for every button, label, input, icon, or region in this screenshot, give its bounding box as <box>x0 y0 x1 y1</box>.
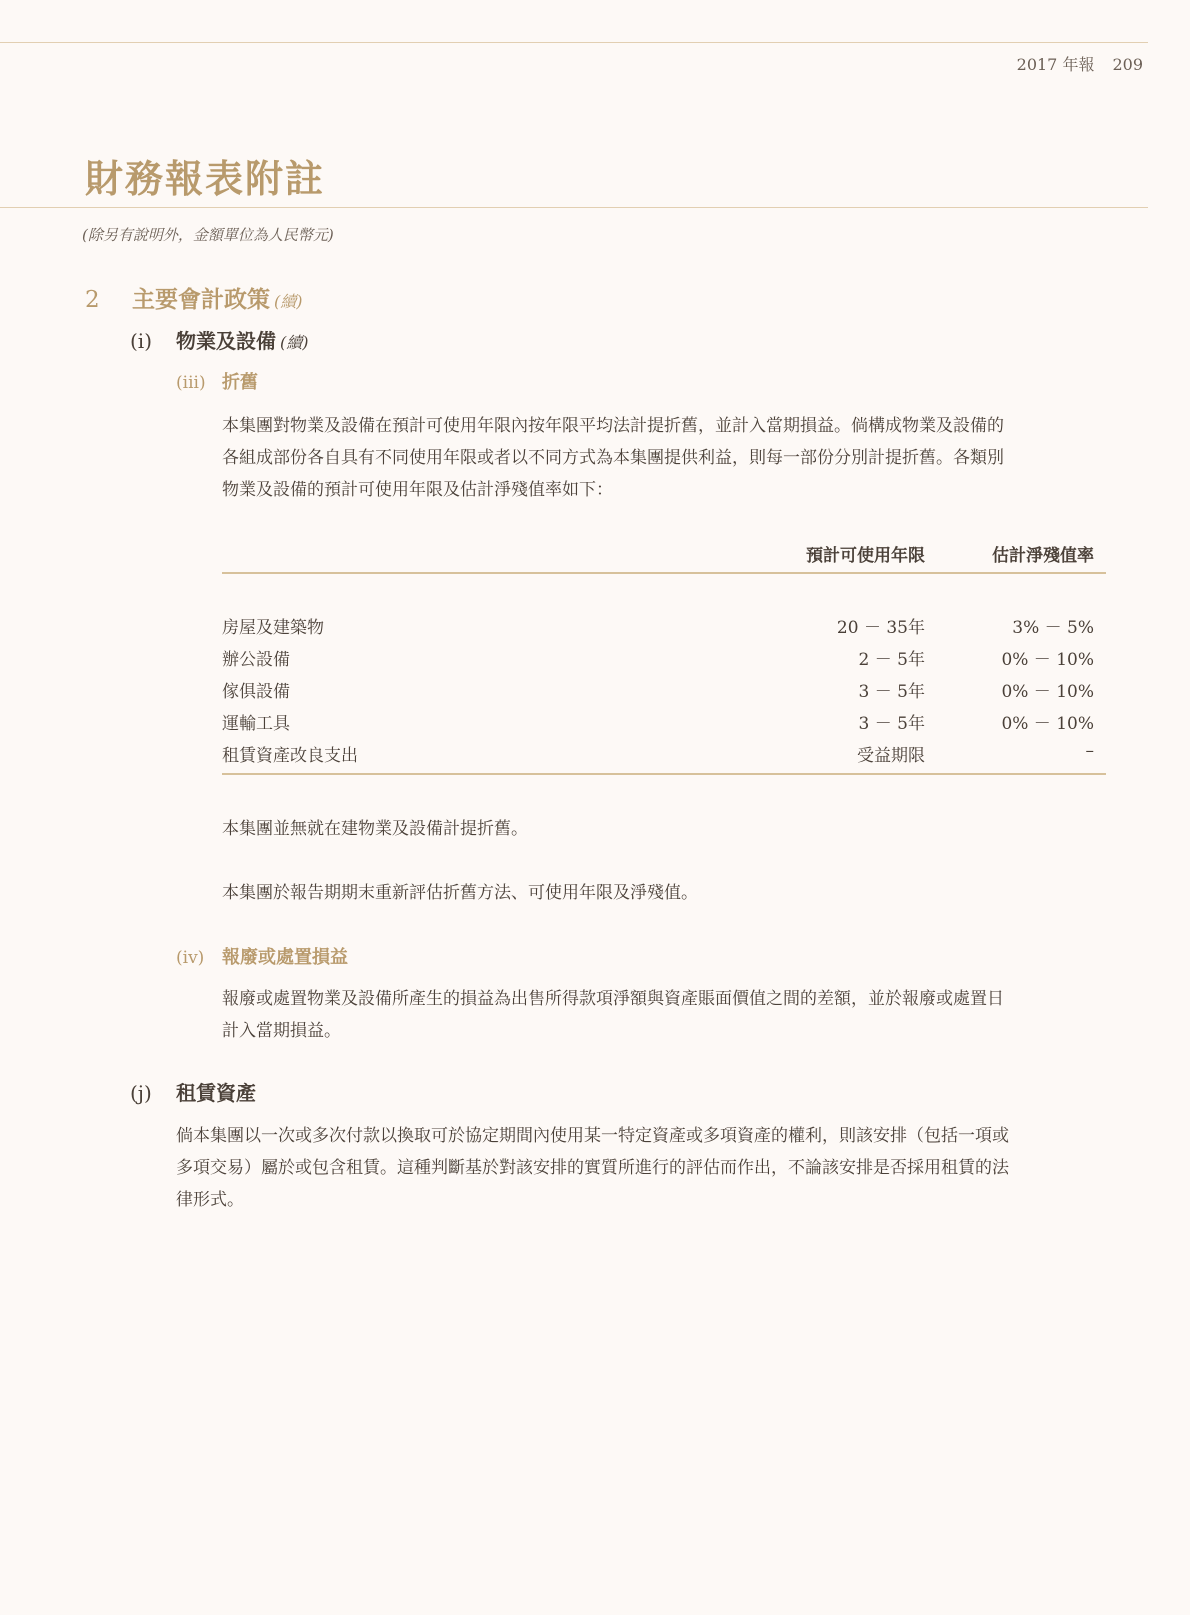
paragraph-line: 各組成部份各自具有不同使用年限或者以不同方式為本集團提供利益，則每一部份分別計提折舊。各類別 <box>222 448 1004 468</box>
item-iv-title: 報廢或處置損益 <box>222 947 348 968</box>
paragraph-line: 報廢或處置物業及設備所產生的損益為出售所得款項淨額與資產賬面價值之間的差額，並於報廢或處置日 <box>222 989 1004 1009</box>
table-row <box>222 709 1106 741</box>
item-iv-number: (iv) <box>176 948 205 968</box>
reassessment-note: 本集團於報告期期末重新評估折舊方法、可使用年限及淨殘值。 <box>222 883 698 903</box>
useful-life: 3 － 5年 <box>858 682 925 702</box>
paragraph-line: 多項交易）屬於或包含租賃。這種判斷基於對該安排的實質所進行的評估而作出，不論該安排是否採用租賃的法 <box>176 1158 1009 1178</box>
asset-category: 租賃資產改良支出 <box>222 746 358 766</box>
construction-note: 本集團並無就在建物業及設備計提折舊。 <box>222 819 528 839</box>
page-header <box>1017 52 1143 75</box>
residual-rate: 0% － 10% <box>1001 682 1094 702</box>
paragraph-line: 律形式。 <box>176 1190 244 1210</box>
table-header-rule <box>222 572 1106 574</box>
residual-rate: 3% － 5% <box>1012 618 1094 638</box>
item-iii-heading <box>176 368 258 394</box>
page-number: 209 <box>1112 55 1143 74</box>
subsection-j-heading <box>130 1077 256 1106</box>
item-iii-number: (iii) <box>176 373 206 393</box>
useful-life: 受益期限 <box>857 746 925 766</box>
subsection-i-title: 物業及設備 <box>176 329 276 353</box>
section-title: 主要會計政策 <box>132 286 270 313</box>
section-contd: (續) <box>274 292 303 311</box>
subsection-i-contd: (續) <box>280 333 309 352</box>
subsection-i-number: (i) <box>130 329 153 353</box>
useful-life: 20 － 35年 <box>836 618 925 638</box>
subsection-j-number: (j) <box>130 1081 152 1105</box>
paragraph-line: 倘本集團以一次或多次付款以換取可於協定期間內使用某一特定資產或多項資產的權利，則該安排（包括一項或 <box>176 1126 1009 1146</box>
paragraph-line: 本集團對物業及設備在預計可使用年限內按年限平均法計提折舊，並計入當期損益。倘構成物業及設備的 <box>222 416 1004 436</box>
item-iv-heading <box>176 943 348 969</box>
page-title: 財務報表附註 <box>85 156 326 201</box>
section-heading <box>85 281 303 314</box>
asset-category: 房屋及建築物 <box>222 618 324 638</box>
depreciation-table <box>222 535 1106 766</box>
header-rule <box>0 42 1148 43</box>
section-number: 2 <box>85 287 100 313</box>
title-rule <box>0 207 1148 208</box>
table-row <box>222 677 1106 709</box>
subsection-j-title: 租賃資產 <box>176 1081 256 1105</box>
table-row <box>222 613 1106 645</box>
asset-category: 傢俱設備 <box>222 682 290 702</box>
residual-rate: – <box>1085 741 1094 761</box>
table-row <box>222 645 1106 677</box>
table-bottom-rule <box>222 773 1106 775</box>
table-header-row <box>222 535 1106 566</box>
asset-category: 運輸工具 <box>222 714 290 734</box>
residual-rate: 0% － 10% <box>1001 714 1094 734</box>
lease-paragraph <box>176 1120 1009 1216</box>
table-body <box>222 613 1106 773</box>
table-row <box>222 741 1106 773</box>
item-iii-title: 折舊 <box>222 372 258 393</box>
residual-rate: 0% － 10% <box>1001 650 1094 670</box>
paragraph-line: 計入當期損益。 <box>222 1021 341 1041</box>
report-year-label: 2017 年報 <box>1016 55 1095 74</box>
header-residual-rate: 估計淨殘值率 <box>992 546 1094 566</box>
header-useful-life: 預計可使用年限 <box>806 546 925 566</box>
paragraph-line: 物業及設備的預計可使用年限及估計淨殘值率如下： <box>222 480 613 500</box>
disposal-paragraph <box>222 983 1004 1047</box>
useful-life: 2 － 5年 <box>858 650 925 670</box>
useful-life: 3 － 5年 <box>858 714 925 734</box>
subsection-i-heading <box>130 325 309 354</box>
depreciation-paragraph <box>222 410 1004 506</box>
currency-note: (除另有說明外，金額單位為人民幣元) <box>82 226 334 244</box>
asset-category: 辦公設備 <box>222 650 290 670</box>
